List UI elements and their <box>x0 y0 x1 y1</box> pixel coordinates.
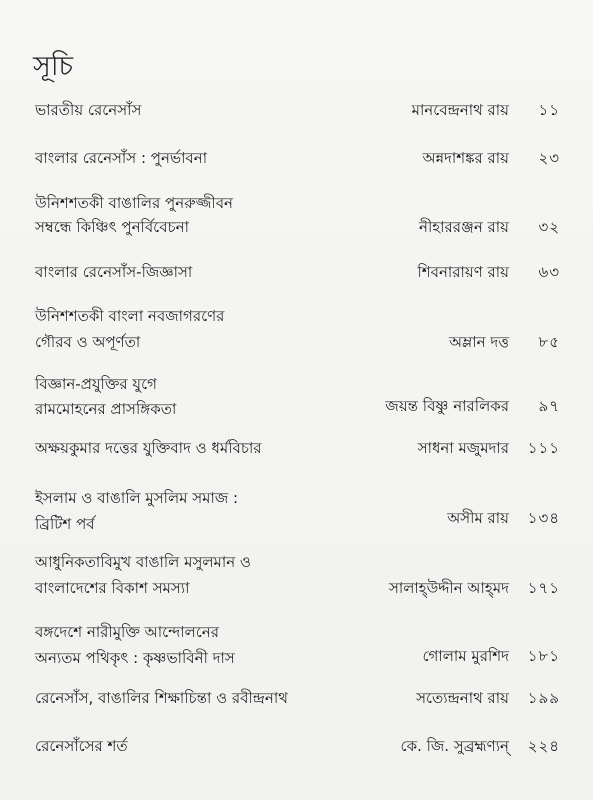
entry-title-line-2: রামমোহনের প্রাসঙ্গিকতা <box>35 400 177 418</box>
entry-author: জয়ন্ত বিষ্ণু নারলিকর <box>385 397 509 415</box>
entry-author: অম্লান দত্ত <box>448 333 509 351</box>
entry-page-number: ৩২ <box>538 218 560 236</box>
entry-author: সত্যেন্দ্রনাথ রায় <box>416 689 509 707</box>
entry-page-number: ১১ <box>538 101 560 119</box>
entry-title: ভারতীয় রেনেসাঁস <box>35 101 142 119</box>
contents-heading: সূচি <box>33 51 74 82</box>
entry-page-number: ৬৩ <box>538 263 560 281</box>
entry-page-number: ৯৭ <box>538 397 560 415</box>
entry-author: শিবনারায়ণ রায় <box>417 263 509 281</box>
entry-author: কে. জি. সুব্রহ্মণ্যন্ <box>400 737 509 755</box>
entry-page-number: ১১১ <box>527 439 560 457</box>
entry-title: বাংলার রেনেসাঁস : পুনর্ভাবনা <box>35 149 208 167</box>
entry-page-number: ২২৪ <box>527 737 560 755</box>
entry-title-line-1: বিজ্ঞান-প্রযুক্তির যুগে <box>35 375 157 393</box>
entry-title-line-1: ইসলাম ও বাঙালি মুসলিম সমাজ : <box>35 489 239 507</box>
entry-page-number: ৮৫ <box>538 333 560 351</box>
entry-title-line-2: অন্যতম পথিকৃৎ : কৃষ্ণভাবিনী দাস <box>35 649 235 667</box>
entry-page-number: ২৩ <box>538 149 560 167</box>
entry-author: সালাহ্উদ্দীন আহ্‌মদ <box>388 579 509 597</box>
entry-author: গোলাম মুরশিদ <box>422 647 509 665</box>
entry-title: রেনেসাঁস, বাঙালির শিক্ষাচিন্তা ও রবীন্দ্রনাথ <box>35 689 288 707</box>
entry-author: অসীম রায় <box>447 509 509 527</box>
entry-title-line-2: ব্রিটিশ পর্ব <box>35 515 95 533</box>
entry-title: রেনেসাঁসের শর্ত <box>35 737 128 755</box>
entry-author: অন্নদাশঙ্কর রায় <box>422 149 509 167</box>
entry-page-number: ১৭১ <box>527 579 560 597</box>
entry-title: বাংলার রেনেসাঁস-জিজ্ঞাসা <box>35 263 193 281</box>
entry-page-number: ১৩৪ <box>527 509 560 527</box>
entry-page-number: ১৯৯ <box>527 689 560 707</box>
entry-author: মানবেন্দ্রনাথ রায় <box>411 101 509 119</box>
entry-title: অক্ষয়কুমার দত্তের যুক্তিবাদ ও ধর্মবিচার <box>35 439 262 457</box>
entry-title-line-1: উনিশশতকী বাংলা নবজাগরণের <box>35 307 225 325</box>
entry-author: সাধনা মজুমদার <box>417 439 509 457</box>
entry-page-number: ১৮১ <box>527 647 560 665</box>
entry-title-line-2: বাংলাদেশের বিকাশ সমস্যা <box>35 579 190 597</box>
entry-title-line-1: উনিশশতকী বাঙালির পুনরুজ্জীবন <box>35 194 234 212</box>
entry-title-line-2: গৌরব ও অপূর্ণতা <box>35 333 141 351</box>
entry-title-line-1: বঙ্গদেশে নারীমুক্তি আন্দোলনের <box>35 623 219 641</box>
entry-author: নীহাররঞ্জন রায় <box>419 218 509 236</box>
entry-title-line-1: আধুনিকতাবিমুখ বাঙালি মসুলমান ও <box>35 553 251 571</box>
entry-title-line-2: সম্বন্ধে কিঞ্চিৎ পুনর্বিবেচনা <box>35 218 189 236</box>
